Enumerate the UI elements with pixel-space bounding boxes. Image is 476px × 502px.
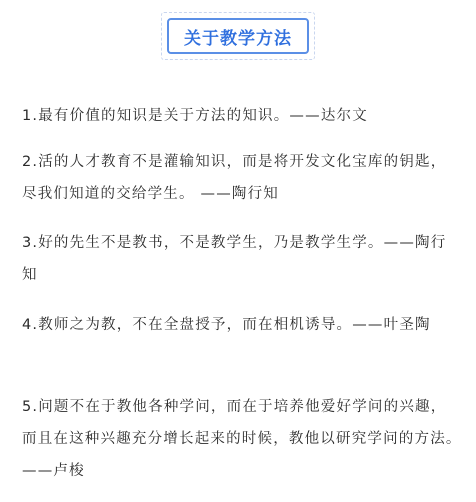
quote-5: 5.问题不在于教他各种学问，而在于培养他爱好学问的兴趣，而且在这种兴趣充分增长起来的时候，教他以研究学问的方法。 ——卢梭	[22, 399, 462, 479]
title-frame	[161, 12, 315, 60]
quote-1: 1.最有价值的知识是关于方法的知识。——达尔文	[22, 108, 368, 124]
quote-2: 2.活的人才教育不是灌输知识，而是将开发文化宝库的钥匙，尽我们知道的交给学生。 ——陶行知	[22, 154, 447, 202]
page-title: 关于教学方法	[184, 28, 292, 49]
title-box	[167, 18, 309, 54]
quote-4: 4.教师之为教，不在全盘授予，而在相机诱导。——叶圣陶	[22, 317, 431, 333]
quote-3: 3.好的先生不是教书，不是教学生，乃是教学生学。——陶行知	[22, 235, 447, 283]
